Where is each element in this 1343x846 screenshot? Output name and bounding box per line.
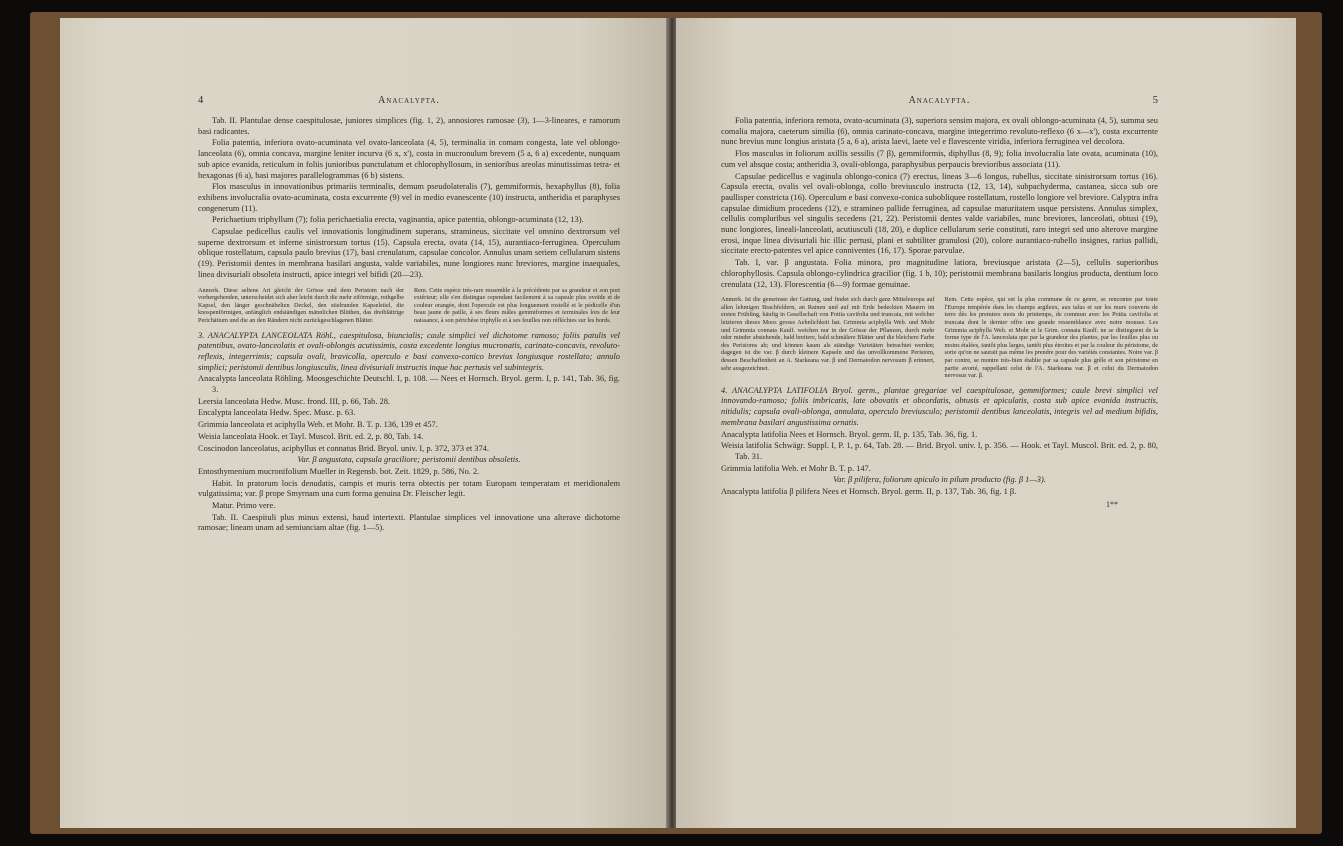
remark-german: Anmerk. Ist die gemeinste der Gattung, und findet sich durch ganz Mitteleuropa auf allen lehmigen Brachfeldern, an Rainen und auf mit Erde bedeckten Mauern im ersten Frühling, häufig in Gesellschaft von Pottia cavifolia und truncata, mit welcher letzteren dieses Moos grosse Aehnlichkeit hat. Grimmia aciphylla Web. und Mohr und Grimmia connata Kaulf. weichen nur in der Grösse der Pflanzen, durch mehr oder minder abstehende, bald breitere, bald schmälere Blätter und die bleichere Farbe des Peristoms ab; und können kaum als ständige Varietäten betrachtet werden; dagegen ist die var. β durch kleinere Kapseln und das unvollkommene Peristom, dessen Beschaffenheit an A. Starkeana var. β und Dermatodon nervosum β erinnert, sehr ausgezeichnet. <box>721 296 935 372</box>
paragraph: Tab. II. Caespituli plus minus extensi, haud intertexti. Plantulae simplices vel innovatione una alterave dichotome ramosae; lineam unam ad semiunciam altae (fig. 1—5). <box>198 512 620 533</box>
paragraph: Folia patentia, inferiora ovato-acuminata vel ovato-lanceolata (4, 5), terminalia in comam congesta, late vel oblongo-lanceolata (6), omnia concava, margine leniter incurva (6 x, x'), costa in mucronulum brevem (5 a, 6 a) excedente, nunquam sub apice evanida, reticulum in foliis junioribus punctulatum et chlorophyllosum, in senioribus areolas minutissimas tetra- et hexagonas (6 a), basi majores parallelogrammas (6 b) sistens. <box>198 138 620 180</box>
remark-french: Rem. Cette espèce, qui est la plus commune de ce genre, se rencontre par toute l'Europe tempérée dans les champs argileux, aux talus et sur les murs couverts de terre dès les premiers mois du printemps, de commun avec les Pottia cavifolia et truncata dont le dernier offre une grande ressemblance avec notre mousse. Les Grimmia aciphylla Web. et Mohr et le Grim. connata Kaulf. ne se distinguent de la forme type de l'A. lanceolata que par la grandeur des plantes, par les feuilles plus ou moins étalées, tantôt plus larges, tantôt plus étroites et par la couleur du péristome, de sorte qu'on ne saurait pas même les prendre pour des variétés constantes. Notre var. β par contre, se montre très-bien établie par sa capsule plus grêle et son péristome en partie avorté, rappellant celui de l'A. Starkeana var. β et celui du Dermatodon nervosus var. β. <box>944 296 1158 380</box>
right-header-title: Anacalypta. <box>908 95 971 106</box>
synonym: Weisia lanceolata Hook. et Tayl. Muscol. Brit. ed. 2, p. 80, Tab. 14. <box>198 431 424 441</box>
synonym: Anacalypta latifolia β pilifera Nees et Hornsch. Bryol. germ. II, p. 137, Tab. 36, fig. 1 β. <box>721 487 1017 497</box>
left-page-text <box>198 18 620 828</box>
left-header-title: Anacalypta. <box>378 95 440 106</box>
remark-german: Anmerk. Diese seltene Art gleicht der Grösse und dem Peristom nach der vorhergehenden, unterscheidet sich aber leicht durch die mehr eiförmige, rothgelbe Kapsel, den länger geschnäbelten Deckel, den stielrunden Kapselstiel, die knospenförmigen, anfänglich endständigen männlichen Blüthen, das dreiblättrige Perichätium und die an den Rändern nicht zurückgeschlagenen Blätter. <box>198 286 404 324</box>
remarks-columns <box>198 287 620 325</box>
synonym: Grimmia lanceolata et aciphylla Web. et Mohr. B. T. p. 136, 139 et 457. <box>198 420 438 430</box>
paragraph: Capsulae pedicellus e vaginula oblongo-conica (7) erectus, lineas 3—6 longus, rubellus, siccitate sinistrorsum tortus (16). Capsula erecta, ovalis vel ovali-oblonga, collo breviusculo instructa (12, 13, 14), subpachyderma, castanea, sicca sub ore paullisper constricta (16). Operculum e basi convexo-conica subobliqueе rostellatum, rostello longiore vel breviore. Calyptra infra capsulae dimidium procedens (12), e stramineo pallide ferruginea, ad capsulae maturitatem usque persistens. Annulus simplex, cellulis compluribus vel singulis secedens (21, 22). Peristomii dentes valde variabiles, nunc breviores, lanceolati, obtusi (19), nunc longiores, lineali-lanceolati, acutiusculi (18, 20), e duplice cellularum serie constituti, raro integri sed uno alterove margine erosi, inque linea divisuriali hic illic pertusi, plani et subtiliter granulosi (20), colore aurantiaco-rubello insignes, rarius pallidi, siccitate erecto-patentes vel apice conniventes (16, 17). Sporae parvulae. <box>721 171 1158 256</box>
synonym: Weisia latifolia Schwägr. Suppl. I, P. 1, p. 64, Tab. 28. — Brid. Bryol. univ. I, p. 356. — Hook. et Tayl. Muscol. Brit. ed. 2, p. 80, Tab. 31. <box>721 441 1158 461</box>
variety-line: Var. β pilifera, foliorum apiculo in pilum producto (fig. β 1—3). <box>833 475 1046 485</box>
left-page-number: 4 <box>198 95 204 106</box>
left-running-head <box>198 96 620 108</box>
synonym: Anacalypta lanceolata Röhling. Moosgeschichte Deutschl. I, p. 108. — Nees et Hornsch. Bryol. germ. I, p. 141, Tab. 36, fig. 3. <box>198 374 620 395</box>
habitat: Habit. In pratorum locis denudatis, campis et muris terra obtectis per totam Europam temperatam et meridionalem vulgatissima; var. β prope Smyrnam una cum forma genuina Dr. Fleischer legit. <box>198 478 620 499</box>
synonym: Entosthymenium mucronifolium Mueller in Regensb. bot. Zeit. 1829, p. 586, No. 2. <box>198 466 480 476</box>
synonym: Anacalypta latifolia Nees et Hornsch. Bryol. germ. II, p. 135, Tab. 36, fig. 1. <box>721 429 978 439</box>
paragraph: Tab. I, var. β angustata. Folia minora, pro magnitudine latiora, breviusque aristata (2—5), cellulis superioribus chlorophyllosis. Capsula oblongo-cylindrica gracilior (fig. 1 b, 10); peristomii membrana basilaris longius producta, dentium loco crenulata (12, 13). Florescentia (6—9) formae genuinae. <box>721 258 1158 289</box>
paragraph: Flos masculus in innovationibus primariis terminalis, demum pseudolateralis (7), gemmiformis, hexaphyllus (8), folia exhibens involucralia ovato-acuminata, costa excurrente (9) vel in medio evanescente (10) instructa, antheridia et paraphyses congenerum (11). <box>198 182 620 213</box>
maturity: Matur. Primo vere. <box>212 501 276 511</box>
right-running-head <box>721 96 1158 108</box>
paragraph: Tab. II. Plantulae dense caespitulosae, juniores simplices (fig. 1, 2), annosiores ramosae (3), 1—3-lineares, e ramorum basi radicantes. <box>198 116 620 136</box>
paragraph: Folia patentia, inferiora remota, ovato-acuminata (3), superiora sensim majora, ex ovali oblongo-acuminata (4, 5), summa seu comalia majora, caeterum similia (6), omnia carinato-concava, margine integerrimo revoluto-reflexo (6 x—x'), costa excurrente nunc brevius nunc longius aristata (5 a, 6 a), arista laevi, laete vel e flavescente viridia, inferiora ferruginea vel decolora. <box>721 116 1158 147</box>
species-heading: 3. ANACALYPTA LANCEOLATA Röhl., caespitulosa, biuncialis; caule simplici vel dichotome ramoso; foliis patulis vel patentibus, ovato-lanceolatis et ovali-oblongis acutissimis, costa excedente longius mucronatis, carinato-concavis, revoluto-reflexis, integerrimis; capsula ovali, bravicolla, operculo e basi convexo-conico brevius longiusque rostellato; annulo simplici; peristomii dentibus longiusculis, linea divisuriali instructis inque hac pertusis vel subintegris. <box>198 330 620 372</box>
synonym: Leersia lanceolata Hedw. Musc. frond. III, p. 66, Tab. 28. <box>198 396 390 406</box>
right-page <box>676 18 1296 828</box>
remarks-columns <box>721 296 1158 380</box>
species-heading: 4. ANACALYPTA LATIFOLIA Bryol. germ., plantae gregariae vel caespitulosae, gemmiformes; caule brevi simplici vel innovando-ramoso; foliis imbricatis, late obovatis et obcordatis, obtusis et apiculatis, costa sub apice evanida instructis, nitidulis; capsula ovali-oblonga, annulata, operculo breviusculo; peristomii dentibus lanceolatis, integris vel ad medium bifidis, membrana basilari angustissima ornatis. <box>721 385 1158 427</box>
paragraph: Perichaetium triphyllum (7); folia perichaetialia erecta, vaginantia, apice patentia, oblongo-acuminata (12, 13). <box>212 215 584 225</box>
variety-line: Var. β angustata, capsula graciliore; peristomii dentibus obsoletis. <box>297 455 521 465</box>
right-page-text <box>721 18 1158 828</box>
remark-french: Rem. Cette espèce très-rare ressemble à la précédente par sa grandeur et son port extérieur; elle s'en distingue cependant facilement à sa capsule plus ovoïde et de couleur orangée, dont l'opercule est plus longuement rostellé et le pédicelle d'un beau jaune de paille, à ses fleurs mâles gemmiformes et terminales lors de leur naissance, à son périchèse triphylle et à ses feuilles non réfléchies sur les bords. <box>414 286 620 324</box>
left-page <box>60 18 668 828</box>
synonym: Grimmia latifolia Web. et Mohr B. T. p. 147. <box>721 463 871 473</box>
paragraph: Flos masculus in foliorum axillis sessilis (7 β), gemmiformis, diphyllus (8, 9); folia involucralia late ovata, acuminata (10), cum vel absque costa; antheridia 3, ovali-oblonga, paraphysibus perpaucis brevioribus associata (11). <box>721 149 1158 169</box>
right-page-number: 5 <box>1152 95 1158 106</box>
paragraph: Capsulae pedicellus caulis vel innovationis longitudinem superans, stramineus, siccitate vel omnino dextrorsum vel superne dextrorsum et inferne sinistrorsum tortus (15). Capsula erecta, ovata (14, 15), aurantiaco-ferruginea. Operculum oblique rostellatum, capsula paulo brevius (17), basi crenulatum, capsulae concolor. Annulus unam seriem cellularum sistens (19). Peristomii dentes in membrana basilari angusta, valde variabiles, nune longiores nunc breviores, margine inaequales, linea divisuriali obsoleta instructi, apice integri vel bifidi (20—23). <box>198 227 620 279</box>
printer-signature: 1** <box>1106 499 1118 509</box>
synonym: Coscinodon lanceolatus, aciphyllus et connatus Brid. Bryol. univ. I, p. 372, 373 et 374. <box>198 443 489 453</box>
synonym: Encalypta lanceolata Hedw. Spec. Musc. p. 63. <box>198 408 356 418</box>
